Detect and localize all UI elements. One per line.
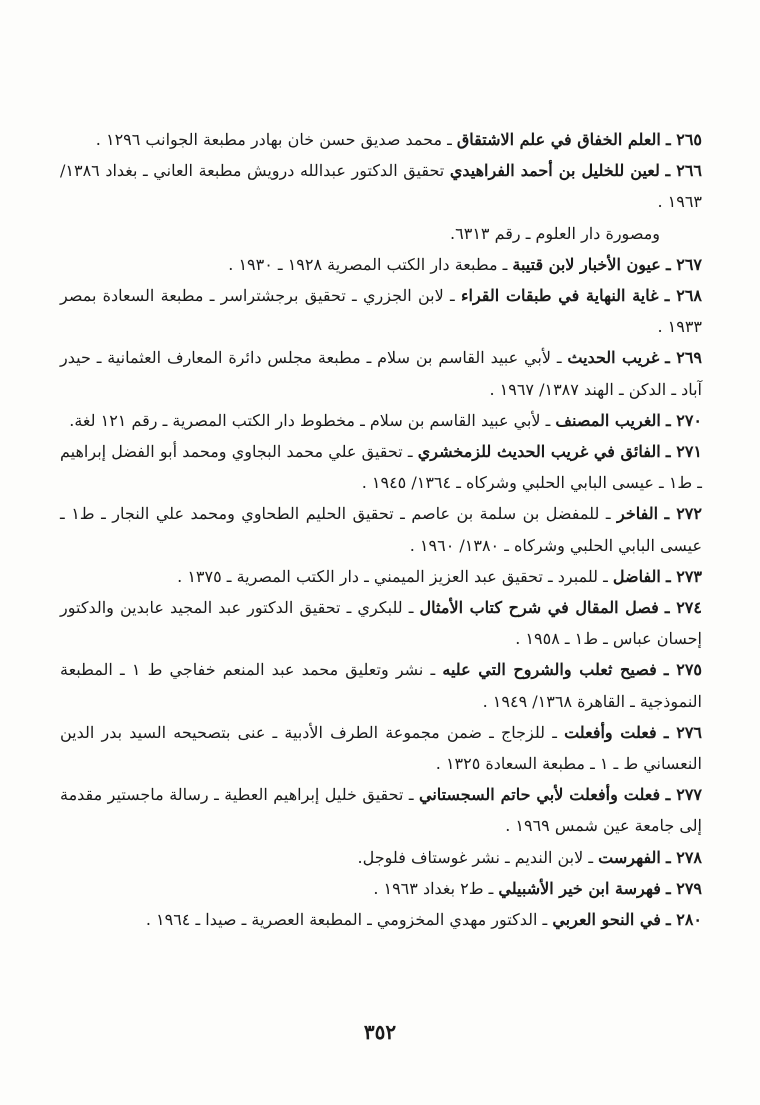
- entry-details: ـ تحقيق علي محمد البجاوي ومحمد أبو الفضل إبراهيم ـ ط١ ـ عيسى البابي الحلبي وشركاه ـ ١٣٦٤/ ١٩٤٥ .: [60, 442, 702, 493]
- bibliography-entry-275: [60, 654, 702, 716]
- entry-title: فصيح ثعلب والشروح التي عليه: [442, 660, 657, 680]
- entry-details: ـ مطبعة دار الكتب المصرية ١٩٢٨ ـ ١٩٣٠ .: [228, 254, 513, 274]
- entry-details: ـ ط٢ بغداد ١٩٦٣ .: [373, 878, 499, 898]
- bibliography-entry-272: [60, 498, 702, 560]
- entry-title: الفهرست: [598, 847, 661, 867]
- bibliography-entry-276: [60, 717, 702, 779]
- entry-details: ـ للزجاج ـ ضمن مجموعة الطرف الأدبية ـ عنى بتصحيحه السيد بدر الدين النعساني ط ـ ١ ـ مطبعة السعادة ١٣٢٥ .: [60, 722, 702, 774]
- entry-number: ٢٧٢ ـ: [664, 504, 702, 524]
- bibliography-entry-280: [60, 904, 702, 935]
- bibliography-entry-274: [60, 592, 702, 654]
- entry-details: ـ لأبي عبيد القاسم بن سلام ـ مخطوط دار الكتب المصرية ـ رقم ١٢١ لغة.: [69, 410, 556, 430]
- entry-title: الغريب المصنف: [555, 410, 661, 430]
- entry-details: ـ لأبي عبيد القاسم بن سلام ـ مطبعة مجلس دائرة المعارف العثمانية ـ حيدر آباد ـ الدكن ـ الهند ١٣٨٧/ ١٩٦٧ .: [60, 348, 702, 399]
- bibliography-entry-277: [60, 779, 702, 841]
- entry-title: في النحو العربي: [552, 910, 661, 930]
- entry-title: العلم الخفاق في علم الاشتقاق: [456, 130, 661, 149]
- entry-number: ٢٦٨ ـ: [664, 286, 703, 306]
- entry-number: ٢٧٠ ـ: [665, 410, 702, 430]
- entry-title: الفاخر: [617, 504, 659, 524]
- bibliography-list: [60, 124, 702, 935]
- entry-details: تحقيق الدكتور عبدالله درويش مطبعة العاني ـ بغداد ١٣٨٦/ ١٩٦٣ .: [60, 161, 702, 212]
- entry-details: ـ لابن النديم ـ نشر غوستاف فلوجل.: [357, 847, 599, 867]
- bibliography-entry-267: [60, 249, 702, 280]
- bibliography-note: ومصورة دار العلوم ـ رقم ٦٣١٣.: [450, 223, 660, 243]
- bibliography-entry-273: [60, 561, 702, 592]
- bibliography-entry-266: [60, 155, 702, 217]
- entry-details: ـ للمبرد ـ تحقيق عبد العزيز الميمني ـ دار الكتب المصرية ـ ١٣٧٥ .: [177, 566, 613, 586]
- entry-details: ـ الدكتور مهدي المخزومي ـ المطبعة العصرية ـ صيدا ـ ١٩٦٤ .: [145, 910, 553, 930]
- entry-title: فصل المقال في شرح كتاب الأمثال: [419, 598, 659, 618]
- page-number: ٣٥٢: [363, 1020, 397, 1044]
- bibliography-entry-279: [60, 873, 702, 904]
- entry-number: ٢٧٩ ـ: [665, 878, 702, 898]
- entry-details: ـ تحقيق خليل إبراهيم العطية ـ رسالة ماجستير مقدمة إلى جامعة عين شمس ١٩٦٩ .: [60, 785, 702, 836]
- entry-title: فهرسة ابن خير الأشبيلي: [498, 878, 661, 898]
- entry-number: ٢٦٦ ـ: [665, 161, 702, 181]
- bibliography-entry-278: [60, 842, 702, 873]
- entry-title: غريب الحديث: [567, 348, 660, 368]
- bibliography-entry-268: [60, 280, 702, 342]
- entry-title: فعلت وأفعلت لأبي حاتم السجستاني: [419, 785, 661, 805]
- entry-number: ٢٧٥ ـ: [663, 660, 703, 680]
- entry-details: ـ محمد صديق حسن خان بهادر مطبعة الجوانب ١٢٩٦ .: [95, 130, 457, 149]
- entry-title: لعين للخليل بن أحمد الفراهيدي: [449, 161, 660, 181]
- bibliography-entry-269: [60, 342, 702, 404]
- entry-title: الفائق في غريب الحديث للزمخشري: [417, 442, 661, 462]
- entry-number: ٢٧٤ ـ: [664, 598, 702, 618]
- entry-title: فعلت وأفعلت: [564, 722, 657, 742]
- entry-number: ٢٦٧ ـ: [665, 254, 702, 274]
- entry-title: عيون الأخبار لابن قتيبة: [512, 254, 661, 274]
- entry-number: ٢٨٠ ـ: [665, 910, 702, 930]
- entry-title: الفاضل: [612, 566, 661, 586]
- entry-number: ٢٧١ ـ: [665, 442, 702, 462]
- entry-details: ـ للبكري ـ تحقيق الدكتور عبد المجيد عابدين والدكتور إحسان عباس ـ ط١ ـ ١٩٥٨ .: [60, 598, 702, 649]
- entry-number: ٢٧٣ ـ: [665, 566, 702, 586]
- entry-number: ٢٦٥ ـ: [665, 130, 702, 149]
- entry-title: غاية النهاية في طبقات القراء: [460, 286, 659, 306]
- bibliography-entry-265: [60, 124, 702, 155]
- entry-number: ٢٧٦ ـ: [663, 722, 703, 742]
- entry-details: ـ نشر وتعليق محمد عبد المنعم خفاجي ط ١ ـ المطبعة النموذجية ـ القاهرة ١٣٦٨/ ١٩٤٩ .: [60, 660, 702, 711]
- entry-details: ـ لابن الجزري ـ تحقيق برجشتراسر ـ مطبعة السعادة بمصر ١٩٣٣ .: [60, 286, 702, 337]
- entry-number: ٢٧٨ ـ: [665, 847, 702, 867]
- entry-number: ٢٦٩ ـ: [665, 348, 702, 368]
- entry-number: ٢٧٧ ـ: [665, 785, 702, 805]
- bibliography-entry-271: [60, 436, 702, 498]
- bibliography-entry-270: [60, 405, 702, 436]
- entry-details: ـ للمفضل بن سلمة بن عاصم ـ تحقيق الحليم الطحاوي ومحمد علي النجار ـ ط١ ـ عيسى البابي الحلبي وشركاه ـ ١٣٨٠/ ١٩٦٠ .: [60, 504, 702, 555]
